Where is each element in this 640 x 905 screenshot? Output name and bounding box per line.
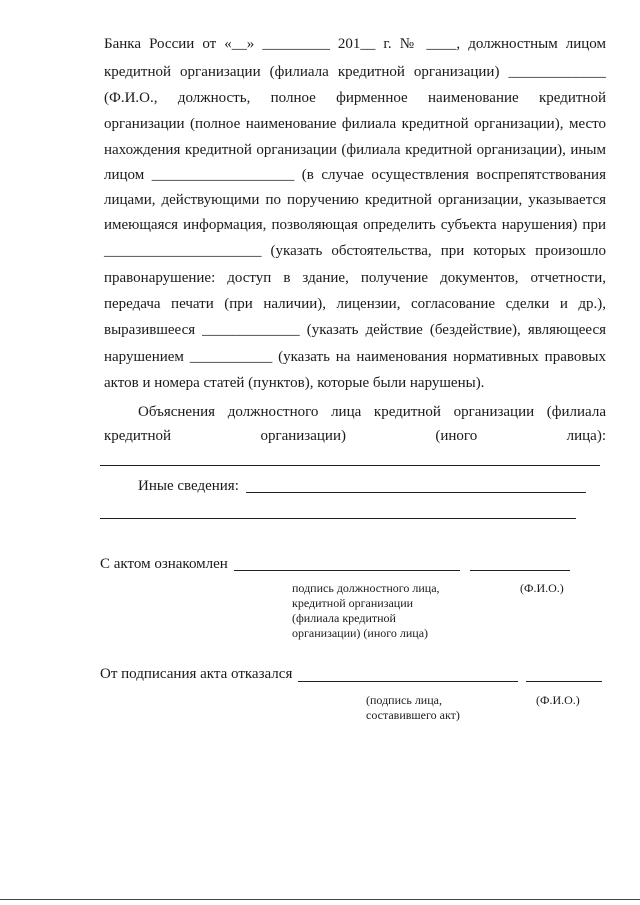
text-line: имеющаяся информация, позволяющая определить субъекта нарушения) при [104, 217, 606, 233]
other-info-blank-line-2 [100, 518, 576, 519]
signature-caption: (подпись лица, [366, 693, 442, 707]
explanations-line: кредитной организации) (иного лица): [104, 428, 606, 444]
name-caption: (Ф.И.О.) [536, 693, 580, 707]
explanations-blank-line [100, 465, 600, 466]
signature-caption: подпись должностного лица, [292, 581, 440, 595]
text-line: лицами, действующими по поручению кредитной организации, указывается [104, 192, 606, 208]
signature-caption: составившего акт) [366, 708, 460, 722]
acquainted-label: С актом ознакомлен [100, 556, 228, 572]
text-line: правонарушение: доступ в здание, получение документов, отчетности, [104, 270, 606, 286]
text-line: (Ф.И.О., должность, полное фирменное наименование кредитной [104, 90, 606, 106]
text-line: _____________________ (указать обстоятельства, при которых произошло [104, 243, 606, 259]
text-line: организации (полное наименование филиала кредитной организации), место [104, 116, 606, 132]
other-info-blank-line [246, 492, 586, 493]
page-bottom-rule [0, 899, 640, 900]
text-line: нахождения кредитной организации (филиала кредитной организации), иным [104, 142, 606, 158]
text-line: нарушением ___________ (указать на наименования нормативных правовых [104, 349, 606, 365]
signature-caption: кредитной организации [292, 596, 414, 610]
text-line: кредитной организации (филиала кредитной организации) _____________ [104, 64, 606, 80]
name-caption: (Ф.И.О.) [520, 581, 564, 595]
text-line: актов и номера статей (пунктов), которые были нарушены). [104, 375, 485, 391]
text-line: лицом ___________________ (в случае осуществления воспрепятствования [104, 167, 606, 183]
signature-line [298, 681, 518, 682]
explanations-line: Объяснения должностного лица кредитной организации (филиала [138, 404, 606, 420]
signature-caption: (филиала кредитной [292, 611, 396, 625]
text-line: выразившееся _____________ (указать действие (бездействие), являющееся [104, 322, 606, 338]
refused-label: От подписания акта отказался [100, 666, 293, 682]
text-line: передача печати (при наличии), лицензии, согласование сделки и др.), [104, 296, 606, 312]
signature-line [234, 570, 460, 571]
other-info-label: Иные сведения: [138, 478, 239, 494]
signature-caption: организации) (иного лица) [292, 626, 429, 640]
name-line [470, 570, 570, 571]
text-line: Банка России от «__» _________ 201__ г. № ____, должностным лицом [104, 36, 606, 52]
name-line [526, 681, 602, 682]
